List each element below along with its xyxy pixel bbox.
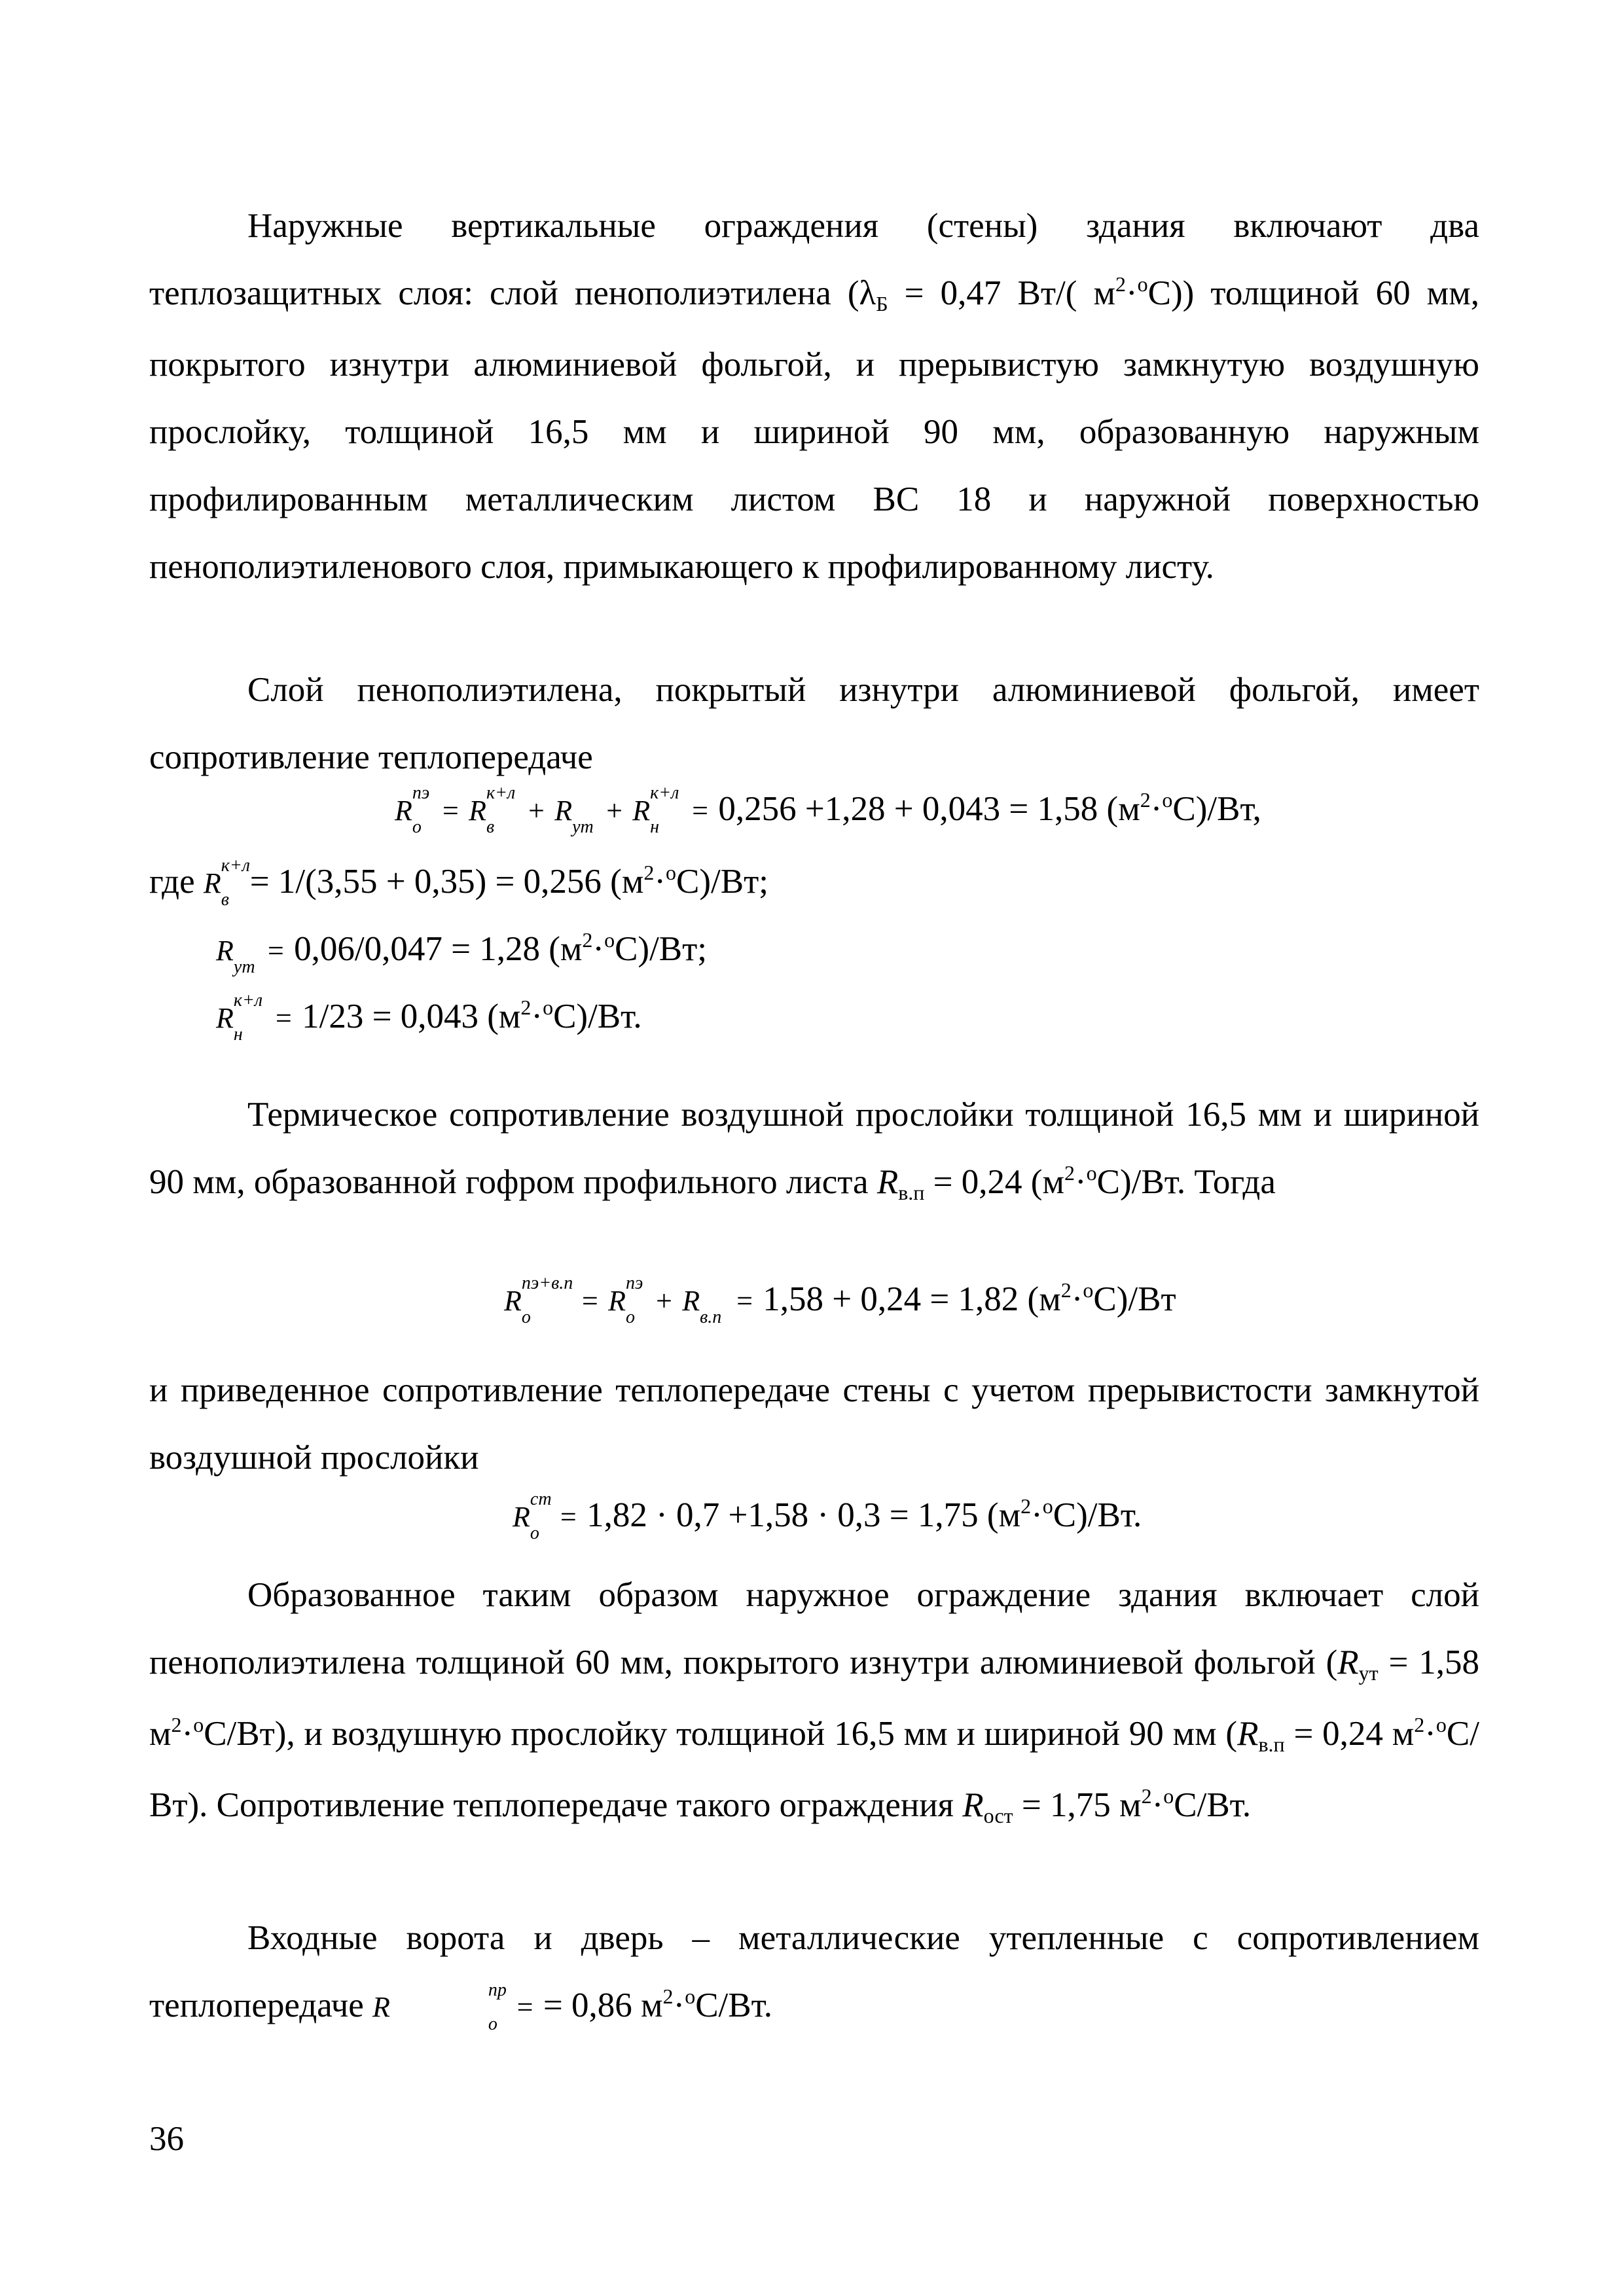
paragraph-gates-doors: Входные ворота и дверь – металлические утепленные с сопротивлением теплопередаче R пр о = = 0,86 $м^2\cdot^оС/Вт$. [149,1919,1479,2034]
formula-outer-resistance: R к+л н = 1/23 = 0,043 $(м^2\cdot^оС)/Вт$. [216,990,642,1045]
formula-wall-resistance: R ст о = 1,82 · 0,7 +1,58 · 0,3 = 1,75 $(м^2\cdot^оС)/Вт$. [513,1489,1142,1543]
paragraph-foam-layer: Слой пенополиэтилена, покрытый изнутри алюминиевой фольгой, имеет сопротивление теплопередаче [149,671,1479,776]
paragraph-enclosure-summary: Образованное таким образом наружное ограждение здания включает слой пенополиэтилена толщиной 60 мм, покрытого изнутри алюминиевой фольгой (Rут = 1,58 $м^2\cdot^оС/Вт$), и воздушную прослойку толщиной 16,5 мм и шириной 90 мм (Rв.п = 0,24 $м^2\cdot^оС/Вт$). Сопротивление теплопередаче такого ограждения Rост = 1,75 $м^2\cdot^оС/Вт$. [149,1576,1479,1827]
paragraph-air-gap: Термическое сопротивление воздушной прослойки толщиной 16,5 мм и шириной 90 мм, образованной гофром профильного листа Rв.п = 0,24 $(м^2\cdot^оС)/Вт$. Тогда [149,1096,1479,1204]
page-number: 36 [149,2120,184,2158]
formula-insulation-resistance: R ут = 0,06/0,047 = 1,28 $(м^2\cdot^оС)/Вт$; [216,928,708,977]
formula-inner-resistance: где R к+л в = 1/(3,55 + 0,35) = 0,256 $(м^2\cdot^оС)/Вт$; [149,855,768,910]
formula-combined-resistance: R пэ+в.п о = R пэ о + R в.п = 1,58 + 0,24 = 1,82 $(м^2\cdot^оС)/Вт$ [504,1273,1176,1327]
paragraph-walls-description: Наружные вертикальные ограждения (стены) здания включают два теплозащитных слоя: слой пенополиэтилена (λБ = 0,47 Вт/( $м^2\cdot^оС$)) толщиной 60 мм, покрытого изнутри алюминиевой фольгой, и прерывистую замкнутую воздушную прослойку, толщиной 16,5 мм и шириной 90 мм, образованную наружным профилированным металлическим листом ВС 18 и наружной поверхностью пенополиэтиленового слоя, примыкающего к профилированному листу. [149,207,1479,586]
paragraph-reduced-resistance: и приведенное сопротивление теплопередаче стены с учетом прерывистости замкнутой воздушной прослойки [149,1371,1479,1477]
formula-total-resistance: R пэ о = R к+л в + R ут + R к+л н = 0,256 +1,28 + 0,043 = 1,58 $(м^2\cdot^оС)/Вт$, [395,783,1261,837]
